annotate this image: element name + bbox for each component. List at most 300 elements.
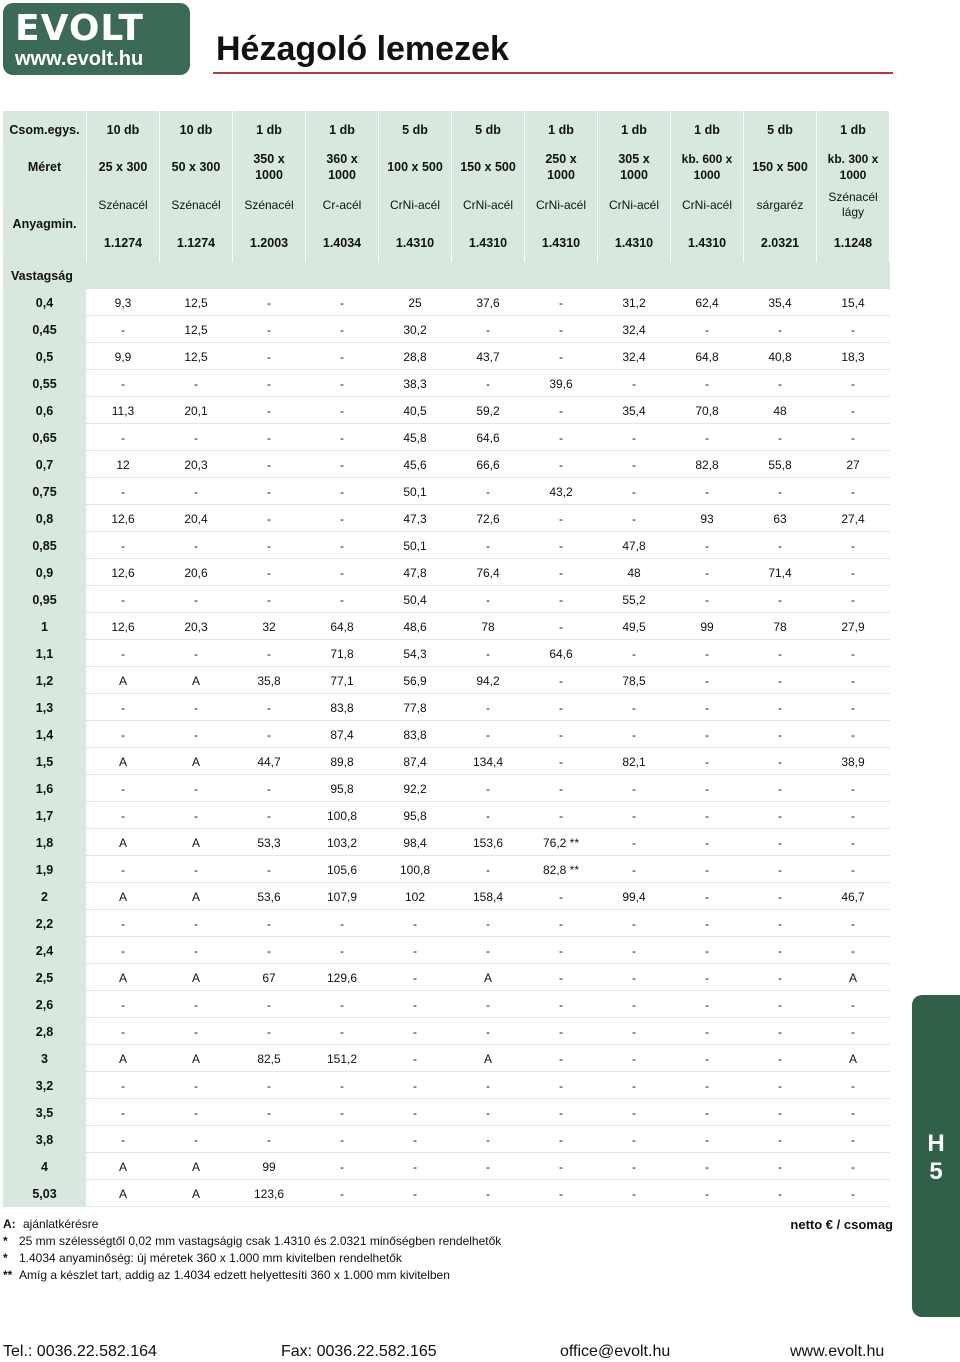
column-size: 305 x 1000 xyxy=(618,152,650,182)
price-cell: - xyxy=(121,1078,125,1093)
price-cell: - xyxy=(632,997,636,1012)
thickness-value: 1 xyxy=(41,619,48,634)
price-cell: - xyxy=(267,538,271,553)
price-cell: A xyxy=(848,970,857,985)
price-cell: - xyxy=(267,781,271,796)
price-cell: - xyxy=(267,295,271,310)
price-cell: 12,6 xyxy=(111,511,135,526)
price-cell: 37,6 xyxy=(476,295,500,310)
note-3-mark: ** xyxy=(3,1268,13,1282)
price-cell: - xyxy=(705,808,709,823)
price-cell: - xyxy=(194,376,198,391)
price-cell: 92,2 xyxy=(403,781,427,796)
price-cell: A xyxy=(483,1051,492,1066)
price-cell: - xyxy=(194,1078,198,1093)
column-material: Cr-acél xyxy=(322,197,362,212)
price-cell: - xyxy=(194,700,198,715)
price-cell: - xyxy=(851,646,855,661)
logo-brand: EVOLT xyxy=(15,8,144,49)
price-cell: 12,5 xyxy=(184,295,208,310)
price-cell: 71,4 xyxy=(768,565,792,580)
price-cell: - xyxy=(559,511,563,526)
price-cell: 20,1 xyxy=(184,403,208,418)
price-cell: - xyxy=(778,997,782,1012)
price-cell: - xyxy=(340,376,344,391)
price-cell: 12,6 xyxy=(111,619,135,634)
thickness-value: 3,2 xyxy=(35,1078,54,1093)
price-cell: 87,4 xyxy=(330,727,354,742)
price-cell: 20,6 xyxy=(184,565,208,580)
price-cell: 82,8 ** xyxy=(542,862,580,877)
price-cell: - xyxy=(340,511,344,526)
price-cell: - xyxy=(851,997,855,1012)
price-cell: 83,8 xyxy=(330,700,354,715)
price-cell: - xyxy=(559,1186,563,1201)
price-cell: - xyxy=(705,646,709,661)
price-cell: - xyxy=(486,727,490,742)
price-cell: 77,8 xyxy=(403,700,427,715)
price-cell: - xyxy=(705,1159,709,1174)
price-cell: A xyxy=(848,1051,857,1066)
price-cell: 129,6 xyxy=(326,970,358,985)
note-a-mark: A: xyxy=(3,1217,16,1231)
price-cell: - xyxy=(705,1105,709,1120)
price-cell: - xyxy=(559,457,563,472)
price-cell: 12 xyxy=(116,457,130,472)
price-cell: - xyxy=(267,565,271,580)
price-cell: - xyxy=(705,484,709,499)
column-grade: 1.1274 xyxy=(103,236,143,250)
price-cell: 153,6 xyxy=(472,835,504,850)
thickness-value: 5,03 xyxy=(32,1186,57,1201)
price-cell: 35,4 xyxy=(622,403,646,418)
price-cell: 44,7 xyxy=(257,754,281,769)
price-cell: 50,1 xyxy=(403,484,427,499)
price-cell: - xyxy=(705,430,709,445)
price-cell: - xyxy=(486,484,490,499)
price-cell: - xyxy=(705,754,709,769)
price-cell: 39,6 xyxy=(549,376,573,391)
price-cell: - xyxy=(632,970,636,985)
column-grade: 1.4310 xyxy=(541,236,581,250)
thickness-value: 0,85 xyxy=(32,538,57,553)
thickness-value: 3,8 xyxy=(35,1132,54,1147)
price-cell: - xyxy=(705,862,709,877)
price-cell: - xyxy=(705,322,709,337)
price-cell: A xyxy=(191,835,200,850)
price-cell: - xyxy=(340,1024,344,1039)
price-cell: 67 xyxy=(262,970,276,985)
row-label-material: Anyagmin. xyxy=(12,217,77,231)
price-cell: - xyxy=(778,430,782,445)
column-size: 150 x 500 xyxy=(752,160,808,174)
price-cell: - xyxy=(851,403,855,418)
price-cell: - xyxy=(486,997,490,1012)
thickness-value: 0,55 xyxy=(32,376,57,391)
price-cell: 32,4 xyxy=(622,322,646,337)
price-cell: - xyxy=(632,862,636,877)
price-cell: 43,7 xyxy=(476,349,500,364)
price-cell: - xyxy=(267,646,271,661)
thickness-value: 3 xyxy=(41,1051,48,1066)
price-cell: 38,3 xyxy=(403,376,427,391)
footer-email[interactable]: office@evolt.hu xyxy=(560,1343,671,1360)
price-cell: - xyxy=(632,430,636,445)
footer-website[interactable]: www.evolt.hu xyxy=(790,1343,885,1360)
thickness-value: 2,2 xyxy=(35,916,54,931)
price-cell: - xyxy=(340,1186,344,1201)
price-cell: - xyxy=(267,430,271,445)
column-material: Szénacél lágy xyxy=(828,190,878,219)
price-cell: - xyxy=(413,1105,417,1120)
price-cell: - xyxy=(778,835,782,850)
price-cell: 100,8 xyxy=(399,862,431,877)
price-cell: - xyxy=(194,916,198,931)
thickness-value: 1,1 xyxy=(35,646,54,661)
column-material: CrNi-acél xyxy=(608,197,659,212)
footer-fax: Fax: 0036.22.582.165 xyxy=(281,1343,437,1360)
price-cell: A xyxy=(191,970,200,985)
thickness-value: 2,8 xyxy=(35,1024,54,1039)
price-cell: - xyxy=(486,808,490,823)
price-cell: A xyxy=(483,970,492,985)
thickness-value: 0,75 xyxy=(32,484,57,499)
price-cell: - xyxy=(559,349,563,364)
thickness-value: 1,8 xyxy=(35,835,54,850)
price-cell: - xyxy=(851,781,855,796)
thickness-value: 2 xyxy=(41,889,48,904)
price-cell: - xyxy=(778,1186,782,1201)
thickness-value: 0,8 xyxy=(35,511,54,526)
price-cell: - xyxy=(559,592,563,607)
price-cell: - xyxy=(778,646,782,661)
column-material: sárgaréz xyxy=(756,197,804,212)
price-cell: 82,1 xyxy=(622,754,646,769)
thickness-value: 1,9 xyxy=(35,862,54,877)
price-cell: 98,4 xyxy=(403,835,427,850)
price-cell: A xyxy=(191,889,200,904)
column-material: Szénacél xyxy=(171,197,221,212)
price-cell: - xyxy=(778,538,782,553)
price-cell: - xyxy=(413,1186,417,1201)
price-cell: - xyxy=(121,430,125,445)
price-cell: - xyxy=(559,403,563,418)
price-cell: - xyxy=(778,1105,782,1120)
price-cell: - xyxy=(194,484,198,499)
column-pack: 1 db xyxy=(840,122,866,137)
price-cell: - xyxy=(778,808,782,823)
price-cell: - xyxy=(267,1105,271,1120)
price-cell: - xyxy=(267,1132,271,1147)
price-cell: - xyxy=(121,376,125,391)
thickness-band-bg xyxy=(3,262,890,289)
price-cell: - xyxy=(267,484,271,499)
price-cell: 76,4 xyxy=(476,565,500,580)
column-material: CrNi-acél xyxy=(535,197,586,212)
price-cell: 56,9 xyxy=(403,673,427,688)
price-cell: - xyxy=(194,430,198,445)
price-cell: - xyxy=(559,430,563,445)
price-cell: - xyxy=(267,592,271,607)
title-underline xyxy=(213,72,893,74)
price-cell: 134,4 xyxy=(472,754,504,769)
price-cell: - xyxy=(705,1132,709,1147)
price-cell: 77,1 xyxy=(330,673,354,688)
price-cell: - xyxy=(705,592,709,607)
price-cell: - xyxy=(778,1078,782,1093)
price-cell: - xyxy=(778,484,782,499)
price-cell: - xyxy=(413,1078,417,1093)
column-size: 25 x 300 xyxy=(98,160,148,174)
price-cell: - xyxy=(632,781,636,796)
column-grade: 1.1274 xyxy=(176,236,216,250)
price-cell: - xyxy=(778,943,782,958)
price-cell: 64,6 xyxy=(476,430,500,445)
price-cell: - xyxy=(194,943,198,958)
price-cell: - xyxy=(632,1105,636,1120)
price-cell: - xyxy=(778,889,782,904)
price-cell: 103,2 xyxy=(326,835,358,850)
row-label-size: Méret xyxy=(27,160,62,174)
price-cell: - xyxy=(632,835,636,850)
price-cell: - xyxy=(194,1024,198,1039)
price-cell: - xyxy=(778,970,782,985)
price-cell: - xyxy=(559,970,563,985)
price-cell: 15,4 xyxy=(841,295,865,310)
price-cell: - xyxy=(778,376,782,391)
price-cell: - xyxy=(486,781,490,796)
price-cell: - xyxy=(705,943,709,958)
price-cell: 62,4 xyxy=(695,295,719,310)
price-cell: - xyxy=(267,511,271,526)
price-cell: - xyxy=(486,943,490,958)
price-cell: 9,9 xyxy=(114,349,132,364)
column-size: 50 x 300 xyxy=(171,160,221,174)
thickness-value: 4 xyxy=(41,1159,48,1174)
price-cell: - xyxy=(267,403,271,418)
thickness-value: 0,6 xyxy=(35,403,54,418)
price-cell: - xyxy=(778,781,782,796)
price-cell: A xyxy=(118,889,127,904)
price-cell: A xyxy=(118,1186,127,1201)
price-cell: A xyxy=(118,970,127,985)
price-cell: - xyxy=(851,1186,855,1201)
price-cell: - xyxy=(851,1105,855,1120)
price-cell: - xyxy=(121,862,125,877)
price-cell: 47,8 xyxy=(403,565,427,580)
price-cell: - xyxy=(486,1078,490,1093)
price-cell: - xyxy=(851,1024,855,1039)
price-cell: - xyxy=(705,835,709,850)
price-cell: A xyxy=(118,1159,127,1174)
logo-url: www.evolt.hu xyxy=(15,48,144,70)
price-cell: 11,3 xyxy=(111,403,135,418)
price-cell: 49,5 xyxy=(622,619,646,634)
price-cell: - xyxy=(121,592,125,607)
price-cell: - xyxy=(121,943,125,958)
thickness-value: 0,65 xyxy=(32,430,57,445)
note-3-text: Amíg a készlet tart, addig az 1.4034 edzett helyettesíti 360 x 1.000 mm kivitelben xyxy=(19,1268,450,1282)
thickness-value: 1,5 xyxy=(35,754,54,769)
price-cell: 27,4 xyxy=(841,511,865,526)
price-cell: - xyxy=(851,835,855,850)
price-cell: - xyxy=(705,538,709,553)
price-cell: - xyxy=(413,916,417,931)
price-cell: - xyxy=(267,727,271,742)
row-label-pack: Csom.egys. xyxy=(9,122,80,137)
price-cell: - xyxy=(559,916,563,931)
row-label-thickness: Vastagság xyxy=(11,268,73,283)
price-cell: - xyxy=(559,673,563,688)
thickness-value: 1,7 xyxy=(35,808,54,823)
footnotes xyxy=(3,1216,501,1284)
price-cell: - xyxy=(559,1078,563,1093)
column-pack: 1 db xyxy=(694,122,720,137)
price-cell: 48,6 xyxy=(403,619,427,634)
price-cell: 95,8 xyxy=(403,808,427,823)
thickness-value: 2,6 xyxy=(35,997,54,1012)
column-pack: 10 db xyxy=(106,122,140,137)
price-cell: - xyxy=(486,862,490,877)
price-cell: - xyxy=(632,1078,636,1093)
price-cell: A xyxy=(118,1051,127,1066)
price-cell: - xyxy=(705,376,709,391)
price-cell: - xyxy=(851,700,855,715)
price-cell: 55,8 xyxy=(768,457,792,472)
price-cell: A xyxy=(118,835,127,850)
price-cell: - xyxy=(705,673,709,688)
price-cell: 158,4 xyxy=(472,889,504,904)
price-cell: - xyxy=(486,538,490,553)
price-cell: - xyxy=(559,754,563,769)
column-pack: 1 db xyxy=(548,122,574,137)
price-cell: - xyxy=(486,1105,490,1120)
price-cell: - xyxy=(778,1159,782,1174)
price-cell: 28,8 xyxy=(403,349,427,364)
price-cell: - xyxy=(486,646,490,661)
price-cell: - xyxy=(267,349,271,364)
price-cell: - xyxy=(121,538,125,553)
thickness-value: 1,4 xyxy=(35,727,54,742)
price-cell: - xyxy=(413,943,417,958)
price-cell: A xyxy=(191,673,200,688)
price-cell: - xyxy=(559,1105,563,1120)
price-cell: - xyxy=(194,538,198,553)
price-cell: - xyxy=(121,916,125,931)
price-cell: - xyxy=(121,646,125,661)
price-cell: - xyxy=(340,403,344,418)
note-1-text: 25 mm szélességtől 0,02 mm vastagságig csak 1.4310 és 2.0321 minőségben rendelhetők xyxy=(19,1234,502,1248)
price-cell: 45,6 xyxy=(403,457,427,472)
price-cell: - xyxy=(851,322,855,337)
price-cell: - xyxy=(705,1024,709,1039)
column-size: kb. 600 x 1000 xyxy=(681,152,733,182)
price-cell: - xyxy=(632,808,636,823)
price-cell: - xyxy=(632,943,636,958)
price-cell: 20,4 xyxy=(184,511,208,526)
price-cell: - xyxy=(705,700,709,715)
price-cell: - xyxy=(267,1024,271,1039)
price-cell: - xyxy=(413,1024,417,1039)
price-cell: - xyxy=(413,1132,417,1147)
price-cell: - xyxy=(486,592,490,607)
column-grade: 1.4034 xyxy=(322,236,362,250)
price-cell: - xyxy=(194,592,198,607)
price-cell: - xyxy=(559,727,563,742)
price-cell: - xyxy=(632,1132,636,1147)
price-cell: 35,4 xyxy=(768,295,792,310)
price-cell: 99 xyxy=(262,1159,276,1174)
price-cell: - xyxy=(778,916,782,931)
price-cell: 48 xyxy=(773,403,787,418)
price-cell: - xyxy=(851,1132,855,1147)
thickness-value: 2,5 xyxy=(35,970,54,985)
evolt-logo xyxy=(3,3,190,75)
price-cell: - xyxy=(851,592,855,607)
note-1-mark: * xyxy=(3,1234,8,1248)
price-cell: - xyxy=(340,1078,344,1093)
price-cell: - xyxy=(340,916,344,931)
price-cell: - xyxy=(340,322,344,337)
price-cell: - xyxy=(121,1132,125,1147)
price-cell: - xyxy=(559,1132,563,1147)
price-cell: - xyxy=(267,376,271,391)
price-cell: - xyxy=(705,1078,709,1093)
section-tab-number: 5 xyxy=(929,1158,943,1185)
price-cell: 72,6 xyxy=(476,511,500,526)
price-cell: 31,2 xyxy=(622,295,646,310)
column-size: 360 x 1000 xyxy=(326,152,358,182)
price-cell: - xyxy=(486,376,490,391)
price-cell: - xyxy=(340,457,344,472)
price-cell: - xyxy=(559,889,563,904)
price-cell: 123,6 xyxy=(253,1186,285,1201)
footer-phone: Tel.: 0036.22.582.164 xyxy=(3,1343,157,1360)
price-cell: 55,2 xyxy=(622,592,646,607)
column-pack: 5 db xyxy=(475,122,501,137)
price-cell: - xyxy=(121,997,125,1012)
price-cell: - xyxy=(194,781,198,796)
section-tab xyxy=(912,995,960,1317)
price-cell: - xyxy=(413,997,417,1012)
column-grade: 1.4310 xyxy=(395,236,435,250)
price-cell: A xyxy=(118,673,127,688)
price-cell: - xyxy=(851,916,855,931)
price-cell: 64,8 xyxy=(695,349,719,364)
column-pack: 5 db xyxy=(402,122,428,137)
column-size: 350 x 1000 xyxy=(253,152,285,182)
price-cell: - xyxy=(486,1024,490,1039)
price-cell: - xyxy=(267,862,271,877)
price-cell: - xyxy=(851,430,855,445)
price-cell: - xyxy=(194,1105,198,1120)
price-cell: - xyxy=(267,943,271,958)
price-cell: 82,8 xyxy=(695,457,719,472)
price-cell: - xyxy=(851,1078,855,1093)
price-cell: - xyxy=(705,997,709,1012)
price-cell: 38,9 xyxy=(841,754,865,769)
price-unit-label: netto € / csomag xyxy=(790,1217,893,1232)
column-pack: 1 db xyxy=(256,122,282,137)
price-cell: - xyxy=(632,376,636,391)
price-cell: - xyxy=(267,457,271,472)
price-cell: 76,2 ** xyxy=(542,835,580,850)
price-cell: - xyxy=(705,1051,709,1066)
price-cell: - xyxy=(486,700,490,715)
price-cell: - xyxy=(340,538,344,553)
price-cell: - xyxy=(121,1024,125,1039)
price-cell: - xyxy=(267,700,271,715)
